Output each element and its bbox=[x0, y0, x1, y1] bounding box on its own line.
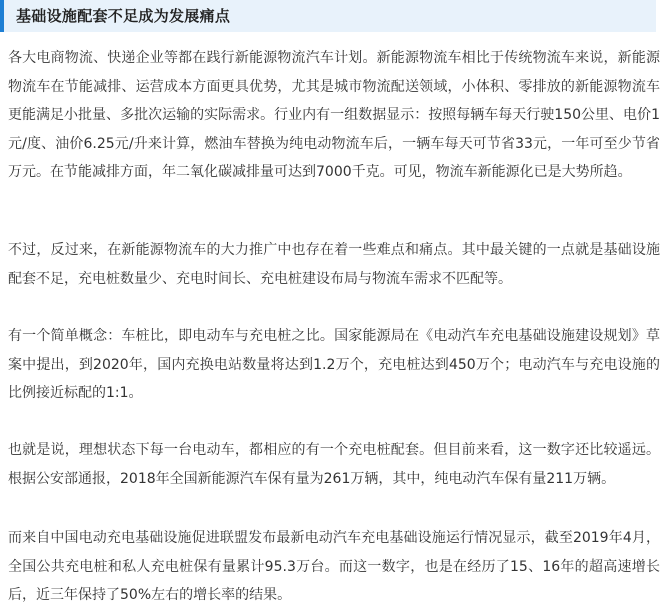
paragraph-1: 各大电商物流、快递企业等都在践行新能源物流汽车计划。新能源物流车相比于传统物流车来说，新能源物流车在节能减排、运营成本方面更具优势，尤其是城市物流配送领域，小体积、零排放的新能源物流车更能满足小批量、多批次运输的实际需求。行业内有一组数据显示：按照每辆车每天行驶150公里、电价1元/度、油价6.25元/升来计算，燃油车替换为纯电动物流车后，一辆车每天可节省33元，一年可至少节省万元。在节能减排方面，年二氧化碳减排量可达到7000千克。可见，物流车新能源化已是大势所趋。 bbox=[8, 50, 660, 180]
paragraph-5: 而来自中国电动充电基础设施促进联盟发布最新电动汽车充电基础设施运行情况显示，截至2019年4月，全国公共充电桩和私人充电桩保有量累计95.3万台。而这一数字，也是在经历了15、16年的超高速增长后，近三年保持了50%左右的增长率的结果。 bbox=[8, 530, 660, 603]
paragraph-3: 有一个简单概念：车桩比，即电动车与充电桩之比。国家能源局在《电动汽车充电基础设施建设规划》草案中提出，到2020年，国内充换电站数量将达到1.2万个，充电桩达到450万个；电动汽车与充电设施的比例接近标配的1:1。 bbox=[8, 328, 660, 401]
section-header bbox=[0, 0, 656, 32]
section-title: 基础设施配套不足成为发展痛点 bbox=[16, 7, 231, 25]
paragraph-2: 不过，反过来，在新能源物流车的大力推广中也存在着一些难点和痛点。其中最关键的一点就是基础设施配套不足，充电桩数量少、充电时间长、充电桩建设布局与物流车需求不匹配等。 bbox=[8, 242, 660, 287]
paragraph-4: 也就是说，理想状态下每一台电动车，都相应的有一个充电桩配套。但目前来看，这一数字还比较遥远。根据公安部通报，2018年全国新能源汽车保有量为261万辆，其中，纯电动汽车保有量211万辆。 bbox=[8, 442, 660, 487]
